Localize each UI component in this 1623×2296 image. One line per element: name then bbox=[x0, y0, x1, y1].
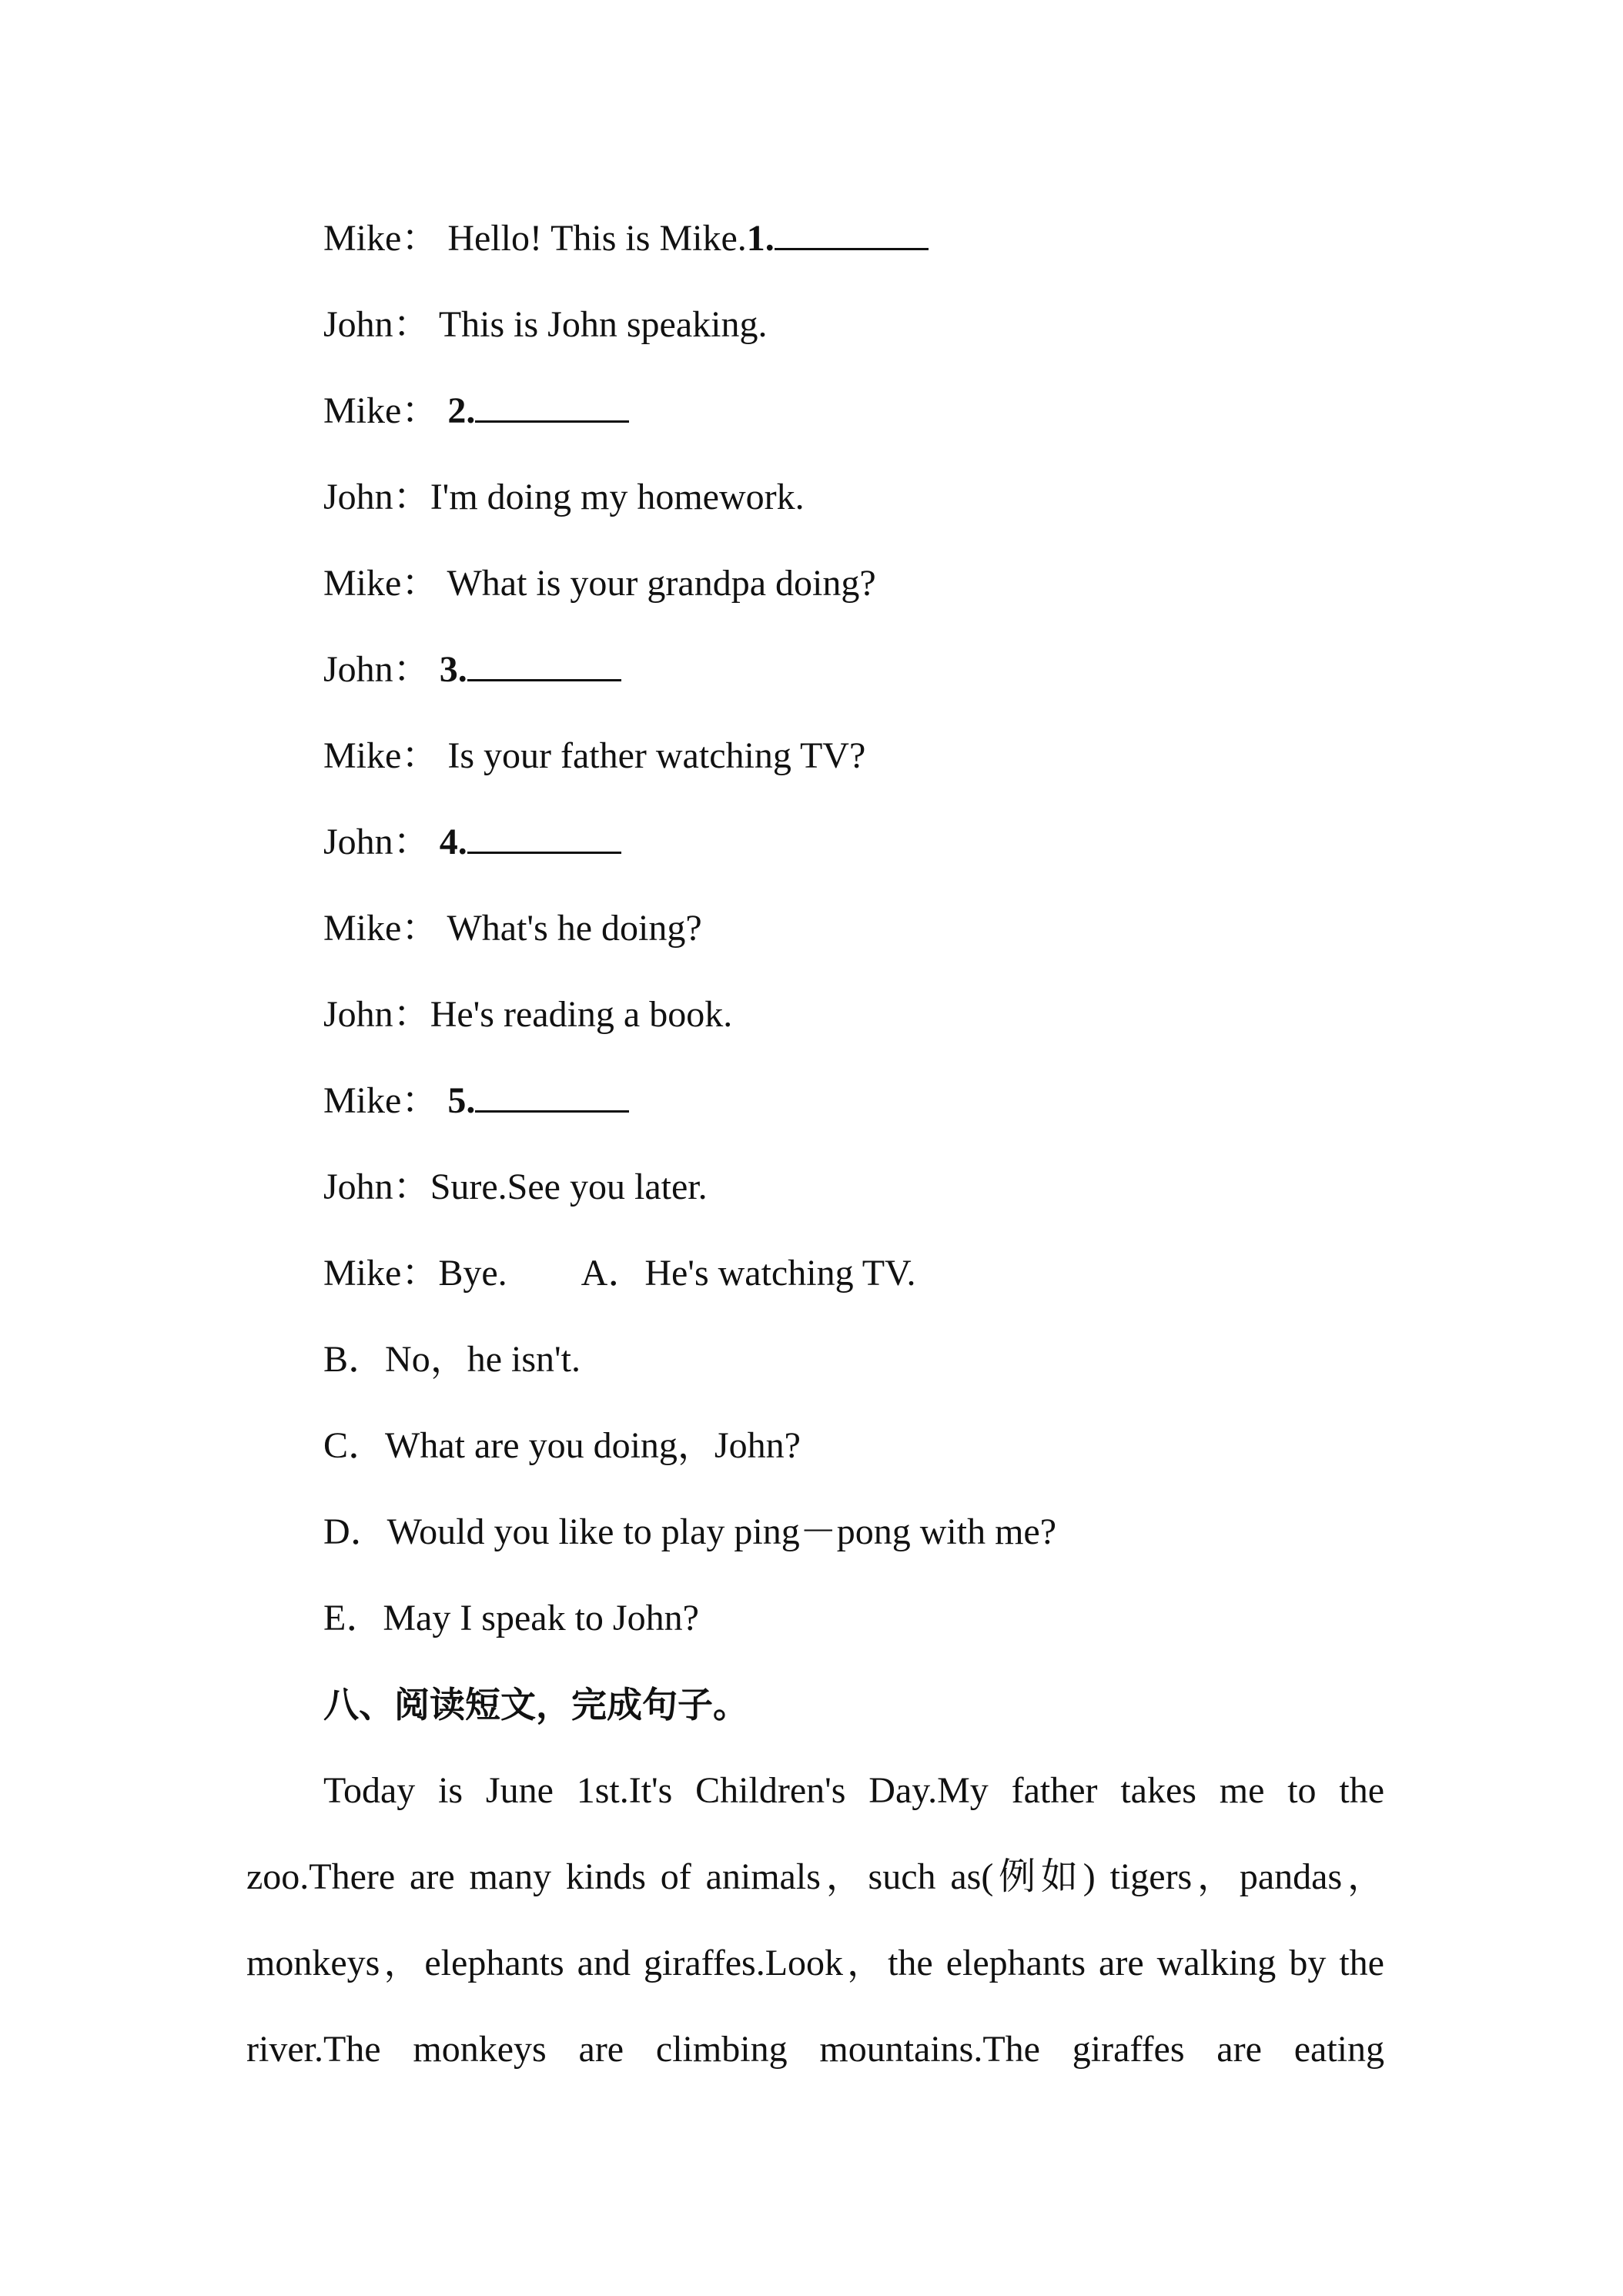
blank-number: 5. bbox=[447, 1080, 476, 1121]
dialogue-text: Bye. bbox=[438, 1253, 507, 1294]
dialogue-line-1 bbox=[323, 216, 929, 262]
dialogue-line-7 bbox=[323, 733, 865, 779]
speaker: Mike： bbox=[323, 735, 439, 776]
speaker: Mike： bbox=[323, 908, 439, 949]
dialogue-line-4 bbox=[323, 474, 805, 520]
speaker: John： bbox=[323, 304, 430, 345]
dialogue-line-11 bbox=[323, 1078, 629, 1124]
dialogue-line-6 bbox=[323, 647, 621, 693]
dialogue-text: Is your father watching TV? bbox=[447, 735, 866, 776]
option-d bbox=[323, 1509, 1056, 1555]
dialogue-text: What's he doing? bbox=[447, 908, 702, 949]
passage-line-4: river.The monkeys are climbing mountains.The giraffes are eating bbox=[246, 2029, 1384, 2070]
option-letter: B． bbox=[323, 1339, 386, 1380]
option-b bbox=[323, 1337, 581, 1383]
speaker: John： bbox=[323, 1166, 430, 1207]
blank-number: 2. bbox=[447, 390, 476, 431]
speaker: Mike： bbox=[323, 1080, 439, 1121]
passage-line-3: monkeys，elephants and giraffes.Look，the elephants are walking by the bbox=[246, 1943, 1384, 1983]
speaker: Mike： bbox=[323, 390, 439, 431]
dialogue-text: I'm doing my homework. bbox=[430, 477, 805, 517]
answer-blank[interactable] bbox=[475, 1079, 629, 1113]
answer-blank[interactable] bbox=[467, 648, 621, 681]
option-c bbox=[323, 1423, 801, 1469]
option-text: Would you like to play ping－pong with me? bbox=[387, 1511, 1057, 1552]
blank-number: 1. bbox=[746, 218, 775, 259]
option-letter: E． bbox=[323, 1598, 383, 1638]
option-letter: C． bbox=[323, 1425, 386, 1466]
blank-number: 3. bbox=[439, 649, 467, 690]
passage-line-1: Today is June 1st.It's Children's Day.My father takes me to the bbox=[323, 1770, 1384, 1811]
dialogue-line-8 bbox=[323, 819, 621, 865]
section-heading: 八、阅读短文，完成句子。 bbox=[323, 1684, 748, 1725]
speaker: John： bbox=[323, 477, 430, 517]
passage-line-2: zoo.There are many kinds of animals，such as(例如) tigers，pandas， bbox=[246, 1856, 1384, 1897]
dialogue-line-12 bbox=[323, 1164, 708, 1210]
dialogue-line-10 bbox=[323, 992, 732, 1038]
dialogue-line-9 bbox=[323, 905, 702, 952]
dialogue-line-5 bbox=[323, 561, 876, 607]
answer-blank[interactable] bbox=[467, 821, 621, 854]
answer-blank[interactable] bbox=[475, 390, 629, 423]
dialogue-line-3 bbox=[323, 388, 629, 434]
dialogue-text: What is your grandpa doing? bbox=[447, 563, 876, 604]
option-e bbox=[323, 1595, 699, 1642]
speaker: John： bbox=[323, 994, 430, 1035]
option-text: No，he isn't. bbox=[385, 1339, 581, 1380]
option-text: What are you doing，John? bbox=[385, 1425, 801, 1466]
dialogue-text: Sure.See you later. bbox=[430, 1166, 708, 1207]
dialogue-text: Hello! This is Mike. bbox=[447, 218, 747, 259]
speaker: Mike： bbox=[323, 218, 439, 259]
speaker: John： bbox=[323, 649, 430, 690]
dialogue-text: He's reading a book. bbox=[430, 994, 733, 1035]
option-text: He's watching TV. bbox=[644, 1253, 916, 1294]
dialogue-line-13 bbox=[323, 1250, 916, 1297]
blank-number: 4. bbox=[439, 822, 467, 862]
speaker: Mike： bbox=[323, 1253, 439, 1294]
option-letter: A． bbox=[581, 1253, 645, 1294]
speaker: John： bbox=[323, 822, 430, 862]
option-text: May I speak to John? bbox=[383, 1598, 699, 1638]
speaker: Mike： bbox=[323, 563, 439, 604]
dialogue-text: This is John speaking. bbox=[438, 304, 768, 345]
answer-blank[interactable] bbox=[775, 217, 929, 250]
option-letter: D． bbox=[323, 1511, 387, 1552]
dialogue-line-2 bbox=[323, 302, 767, 348]
